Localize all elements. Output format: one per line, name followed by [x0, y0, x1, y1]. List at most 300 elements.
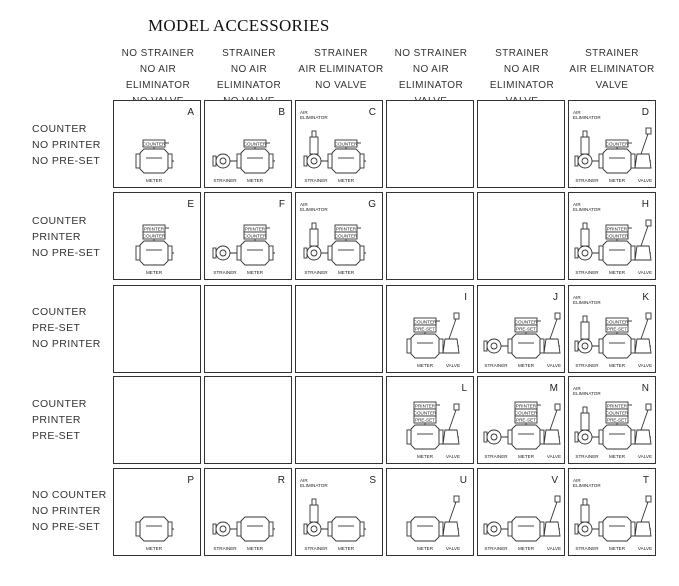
model-cell	[204, 192, 292, 280]
meter-body	[603, 517, 631, 541]
register-label: PRINTER	[606, 403, 628, 409]
valve-handle	[555, 404, 560, 410]
model-letter: F	[278, 199, 285, 210]
empty-cell	[295, 376, 383, 464]
meter-flange-left	[328, 154, 332, 168]
strainer-flange	[575, 524, 578, 534]
register-label: PRE-SET	[516, 326, 536, 332]
valve-handle	[646, 220, 651, 226]
meter-diagram	[387, 377, 475, 465]
register-label: COUNTER	[142, 233, 166, 239]
model-cell	[295, 468, 383, 556]
valve-label: VALVE	[637, 363, 653, 368]
strainer-body	[578, 430, 592, 444]
register-label: PRE-SET	[607, 417, 627, 423]
air-eliminator-label-line2: ELIMINATOR	[573, 483, 601, 488]
register-label: PRINTER	[414, 403, 436, 409]
air-eliminator-body	[581, 413, 589, 430]
air-eliminator-label-line1: AIR	[573, 295, 581, 300]
register-label: COUNTER	[605, 410, 629, 416]
column-header-line: AIR ELIMINATOR	[569, 64, 655, 75]
meter-assembly	[407, 402, 459, 449]
empty-cell	[386, 100, 474, 188]
model-letter: J	[553, 292, 558, 303]
air-eliminator-vent	[312, 499, 316, 505]
meter-label: METER	[337, 178, 355, 183]
model-cell	[295, 100, 383, 188]
valve-lever	[449, 499, 457, 522]
register-label: COUNTER	[605, 141, 629, 147]
row-header	[32, 487, 107, 535]
meter-diagram	[569, 193, 657, 281]
valve-label: VALVE	[637, 454, 653, 459]
air-eliminator-label-line1: AIR	[573, 386, 581, 391]
air-eliminator-vent	[312, 131, 316, 137]
register-label: COUNTER	[142, 141, 166, 147]
row-header	[32, 213, 100, 261]
model-cell	[113, 468, 201, 556]
row-header-line: COUNTER	[32, 123, 87, 135]
strainer-body	[307, 246, 321, 260]
model-letter: D	[641, 107, 649, 118]
meter-label: METER	[416, 363, 434, 368]
meter-flange-right	[540, 522, 544, 536]
row-header	[32, 304, 101, 352]
air-eliminator-label-line1: AIR	[300, 110, 308, 115]
meter-flange-left	[136, 522, 140, 536]
meter-flange-right	[360, 154, 364, 168]
meter-assembly	[575, 128, 651, 173]
strainer-label: STRAINER	[575, 270, 599, 275]
air-eliminator-label-line2: ELIMINATOR	[573, 391, 601, 396]
meter-assembly	[304, 131, 366, 173]
meter-label: METER	[416, 454, 434, 459]
strainer-flange	[304, 524, 307, 534]
meter-body	[140, 241, 168, 265]
valve-label: VALVE	[637, 178, 653, 183]
valve-handle	[646, 128, 651, 134]
meter-assembly	[575, 496, 651, 541]
meter-diagram	[205, 193, 293, 281]
valve-handle	[454, 496, 459, 502]
air-eliminator-label-line2: ELIMINATOR	[300, 483, 328, 488]
valve-handle	[555, 313, 560, 319]
meter-flange-left	[599, 246, 603, 260]
meter-flange-left	[328, 522, 332, 536]
air-eliminator-vent	[312, 223, 316, 229]
meter-diagram	[478, 469, 566, 557]
column-header-line: NO STRAINER	[121, 48, 195, 59]
air-eliminator-label-line1: AIR	[300, 202, 308, 207]
strainer-flange	[304, 156, 307, 166]
meter-flange-right	[269, 154, 273, 168]
meter-diagram	[296, 469, 384, 557]
empty-cell	[113, 376, 201, 464]
valve-body	[443, 339, 459, 353]
meter-diagram	[114, 101, 202, 189]
model-letter: C	[368, 107, 376, 118]
air-eliminator-vent	[583, 131, 587, 137]
meter-flange-left	[407, 522, 411, 536]
air-eliminator-body	[581, 229, 589, 246]
column-header-line: NO STRAINER	[394, 48, 468, 59]
meter-flange-left	[599, 430, 603, 444]
model-letter: S	[369, 475, 376, 486]
meter-diagram	[114, 469, 202, 557]
meter-assembly	[484, 402, 560, 449]
meter-flange-right	[168, 154, 172, 168]
model-letter: B	[278, 107, 285, 118]
meter-flange-right	[168, 522, 172, 536]
meter-label: METER	[246, 546, 264, 551]
row-header-line: NO PRINTER	[32, 139, 101, 151]
meter-body	[241, 241, 269, 265]
strainer-label: STRAINER	[484, 546, 508, 551]
model-letter: V	[551, 475, 558, 486]
strainer-label: STRAINER	[213, 270, 237, 275]
meter-body	[140, 149, 168, 173]
column-header-line: STRAINER	[585, 48, 639, 59]
air-eliminator-label-line1: AIR	[573, 202, 581, 207]
strainer-flange	[575, 248, 578, 258]
meter-flange-right	[631, 339, 635, 353]
air-eliminator-body	[310, 137, 318, 154]
register-label: PRINTER	[143, 226, 165, 232]
strainer-flange	[213, 524, 216, 534]
air-eliminator-body	[581, 505, 589, 522]
meter-label: METER	[145, 270, 163, 275]
meter-body	[411, 517, 439, 541]
valve-label: VALVE	[445, 546, 461, 551]
row-header-line: PRINTER	[32, 414, 81, 426]
column-header-line: STRAINER	[314, 48, 368, 59]
strainer-body	[307, 522, 321, 536]
strainer-label: STRAINER	[304, 270, 328, 275]
register-label: COUNTER	[334, 141, 358, 147]
air-eliminator-body	[310, 505, 318, 522]
strainer-label: STRAINER	[213, 546, 237, 551]
model-letter: U	[459, 475, 467, 486]
meter-label: METER	[246, 178, 264, 183]
model-cell	[113, 100, 201, 188]
meter-flange-right	[631, 246, 635, 260]
meter-assembly	[213, 517, 275, 541]
meter-body	[603, 334, 631, 358]
model-cell	[477, 285, 565, 373]
strainer-body	[578, 339, 592, 353]
register-label: COUNTER	[514, 319, 538, 325]
strainer-label: STRAINER	[575, 178, 599, 183]
valve-label: VALVE	[546, 454, 562, 459]
air-eliminator-label-line2: ELIMINATOR	[573, 115, 601, 120]
register-label: PRINTER	[244, 226, 266, 232]
model-letter: E	[187, 199, 194, 210]
strainer-flange	[575, 432, 578, 442]
valve-body	[635, 246, 651, 260]
model-letter: H	[641, 199, 649, 210]
row-header-line: NO COUNTER	[32, 489, 107, 501]
meter-body	[603, 425, 631, 449]
meter-body	[512, 334, 540, 358]
air-eliminator-body	[310, 229, 318, 246]
empty-cell	[204, 376, 292, 464]
meter-flange-right	[631, 522, 635, 536]
column-header	[567, 46, 657, 94]
row-header	[32, 396, 87, 444]
air-eliminator-body	[581, 137, 589, 154]
column-header-line: NO AIR ELIMINATOR	[398, 64, 464, 91]
meter-flange-left	[328, 246, 332, 260]
strainer-body	[578, 522, 592, 536]
model-letter: L	[461, 383, 467, 394]
meter-flange-left	[508, 339, 512, 353]
register-label: COUNTER	[243, 233, 267, 239]
meter-flange-left	[599, 154, 603, 168]
meter-diagram	[569, 101, 657, 189]
meter-body	[411, 334, 439, 358]
register-label: PRINTER	[606, 226, 628, 232]
model-letter: R	[277, 475, 285, 486]
meter-flange-left	[508, 522, 512, 536]
empty-cell	[204, 285, 292, 373]
column-header-line: NO AIR ELIMINATOR	[125, 64, 191, 91]
strainer-body	[578, 246, 592, 260]
strainer-label: STRAINER	[484, 454, 508, 459]
model-letter: K	[642, 292, 649, 303]
meter-diagram	[205, 101, 293, 189]
strainer-label: STRAINER	[575, 363, 599, 368]
meter-body	[332, 517, 360, 541]
empty-cell	[295, 285, 383, 373]
meter-label: METER	[608, 546, 626, 551]
model-letter: A	[187, 107, 194, 118]
meter-flange-left	[599, 339, 603, 353]
valve-label: VALVE	[445, 363, 461, 368]
valve-body	[443, 522, 459, 536]
meter-diagram	[114, 193, 202, 281]
air-eliminator-label-line1: AIR	[300, 478, 308, 483]
column-header	[296, 46, 386, 94]
meter-flange-right	[360, 246, 364, 260]
row-header-line: COUNTER	[32, 215, 87, 227]
valve-label: VALVE	[445, 454, 461, 459]
meter-body	[332, 241, 360, 265]
empty-cell	[386, 192, 474, 280]
strainer-body	[487, 339, 501, 353]
valve-handle	[646, 313, 651, 319]
meter-flange-right	[540, 339, 544, 353]
column-header-line: AIR ELIMINATOR	[298, 64, 384, 75]
strainer-body	[216, 522, 230, 536]
meter-label: METER	[337, 546, 355, 551]
meter-flange-left	[136, 246, 140, 260]
column-header-line: NO AIR ELIMINATOR	[489, 64, 555, 91]
row-header-line: PRINTER	[32, 231, 81, 243]
column-header-line: NO AIR ELIMINATOR	[216, 64, 282, 91]
model-letter: N	[641, 383, 649, 394]
meter-diagram	[296, 193, 384, 281]
row-header-line: NO PRE-SET	[32, 247, 101, 259]
valve-lever	[449, 407, 457, 430]
column-header-line: VALVE	[595, 80, 629, 91]
strainer-body	[307, 154, 321, 168]
valve-lever	[449, 316, 457, 339]
meter-assembly	[484, 496, 560, 541]
strainer-label: STRAINER	[304, 546, 328, 551]
model-cell	[386, 376, 474, 464]
meter-flange-left	[407, 339, 411, 353]
valve-handle	[646, 496, 651, 502]
meter-diagram	[387, 286, 475, 374]
strainer-label: STRAINER	[304, 178, 328, 183]
model-cell	[568, 285, 656, 373]
strainer-label: STRAINER	[484, 363, 508, 368]
model-letter: M	[549, 383, 558, 394]
meter-flange-left	[136, 154, 140, 168]
strainer-body	[578, 154, 592, 168]
valve-label: VALVE	[637, 270, 653, 275]
meter-flange-left	[237, 154, 241, 168]
meter-flange-right	[439, 522, 443, 536]
meter-label: METER	[517, 454, 535, 459]
meter-flange-left	[599, 522, 603, 536]
register-label: COUNTER	[605, 233, 629, 239]
meter-assembly	[407, 496, 459, 541]
meter-body	[241, 517, 269, 541]
model-cell	[568, 100, 656, 188]
row-header-line: NO PRE-SET	[32, 521, 101, 533]
strainer-label: STRAINER	[575, 546, 599, 551]
meter-diagram	[205, 469, 293, 557]
valve-handle	[454, 404, 459, 410]
model-cell	[204, 468, 292, 556]
valve-body	[635, 430, 651, 444]
meter-flange-right	[439, 430, 443, 444]
meter-diagram	[478, 286, 566, 374]
register-label: COUNTER	[605, 319, 629, 325]
meter-diagram	[569, 469, 657, 557]
valve-body	[635, 522, 651, 536]
model-cell	[113, 192, 201, 280]
register-label: COUNTER	[514, 410, 538, 416]
meter-body	[512, 425, 540, 449]
meter-flange-left	[508, 430, 512, 444]
valve-body	[544, 430, 560, 444]
page-title: MODEL ACCESSORIES	[148, 16, 330, 35]
meter-flange-right	[631, 430, 635, 444]
meter-label: METER	[608, 363, 626, 368]
register-label: PRE-SET	[516, 417, 536, 423]
empty-cell	[113, 285, 201, 373]
strainer-flange	[484, 524, 487, 534]
strainer-body	[487, 430, 501, 444]
meter-label: METER	[337, 270, 355, 275]
register-label: COUNTER	[243, 141, 267, 147]
meter-assembly	[136, 517, 174, 541]
meter-flange-right	[168, 246, 172, 260]
air-eliminator-body	[581, 322, 589, 339]
model-cell	[477, 376, 565, 464]
valve-body	[544, 522, 560, 536]
model-cell	[568, 376, 656, 464]
register-label: PRINTER	[515, 403, 537, 409]
meter-body	[241, 149, 269, 173]
meter-diagram	[296, 101, 384, 189]
valve-body	[635, 154, 651, 168]
meter-body	[512, 517, 540, 541]
meter-label: METER	[517, 546, 535, 551]
register-label: COUNTER	[334, 233, 358, 239]
valve-label: VALVE	[546, 363, 562, 368]
row-header-line: COUNTER	[32, 398, 87, 410]
valve-lever	[641, 499, 649, 522]
strainer-flange	[575, 156, 578, 166]
meter-label: METER	[608, 178, 626, 183]
model-letter: G	[368, 199, 376, 210]
valve-handle	[555, 496, 560, 502]
model-letter: I	[464, 292, 467, 303]
meter-flange-left	[237, 522, 241, 536]
row-header-line: NO PRINTER	[32, 505, 101, 517]
register-label: COUNTER	[413, 319, 437, 325]
model-cell	[386, 468, 474, 556]
meter-body	[140, 517, 168, 541]
meter-body	[411, 425, 439, 449]
meter-label: METER	[517, 363, 535, 368]
register-label: PRE-SET	[415, 326, 435, 332]
column-header-line: STRAINER	[495, 48, 549, 59]
valve-label: VALVE	[637, 546, 653, 551]
valve-lever	[641, 316, 649, 339]
strainer-label: STRAINER	[575, 454, 599, 459]
model-cell	[568, 192, 656, 280]
empty-cell	[477, 192, 565, 280]
meter-diagram	[569, 286, 657, 374]
model-cell	[386, 285, 474, 373]
strainer-body	[216, 246, 230, 260]
meter-body	[603, 241, 631, 265]
strainer-body	[487, 522, 501, 536]
meter-flange-right	[439, 339, 443, 353]
valve-handle	[646, 404, 651, 410]
meter-flange-right	[269, 522, 273, 536]
meter-flange-right	[540, 430, 544, 444]
meter-diagram	[569, 377, 657, 465]
valve-lever	[550, 407, 558, 430]
register-label: COUNTER	[413, 410, 437, 416]
row-header-line: PRE-SET	[32, 430, 81, 442]
model-letter: P	[187, 475, 194, 486]
valve-body	[635, 339, 651, 353]
meter-diagram	[387, 469, 475, 557]
air-eliminator-label-line2: ELIMINATOR	[573, 300, 601, 305]
air-eliminator-vent	[583, 223, 587, 229]
row-header-line: COUNTER	[32, 306, 87, 318]
valve-lever	[550, 316, 558, 339]
air-eliminator-vent	[583, 407, 587, 413]
row-header-line: PRE-SET	[32, 322, 81, 334]
meter-assembly	[575, 402, 651, 449]
air-eliminator-label-line1: AIR	[573, 110, 581, 115]
row-header	[32, 121, 101, 169]
column-header-line: STRAINER	[222, 48, 276, 59]
model-cell	[295, 192, 383, 280]
valve-body	[544, 339, 560, 353]
register-label: PRE-SET	[415, 417, 435, 423]
meter-flange-left	[237, 246, 241, 260]
meter-flange-right	[269, 246, 273, 260]
meter-diagram	[478, 377, 566, 465]
